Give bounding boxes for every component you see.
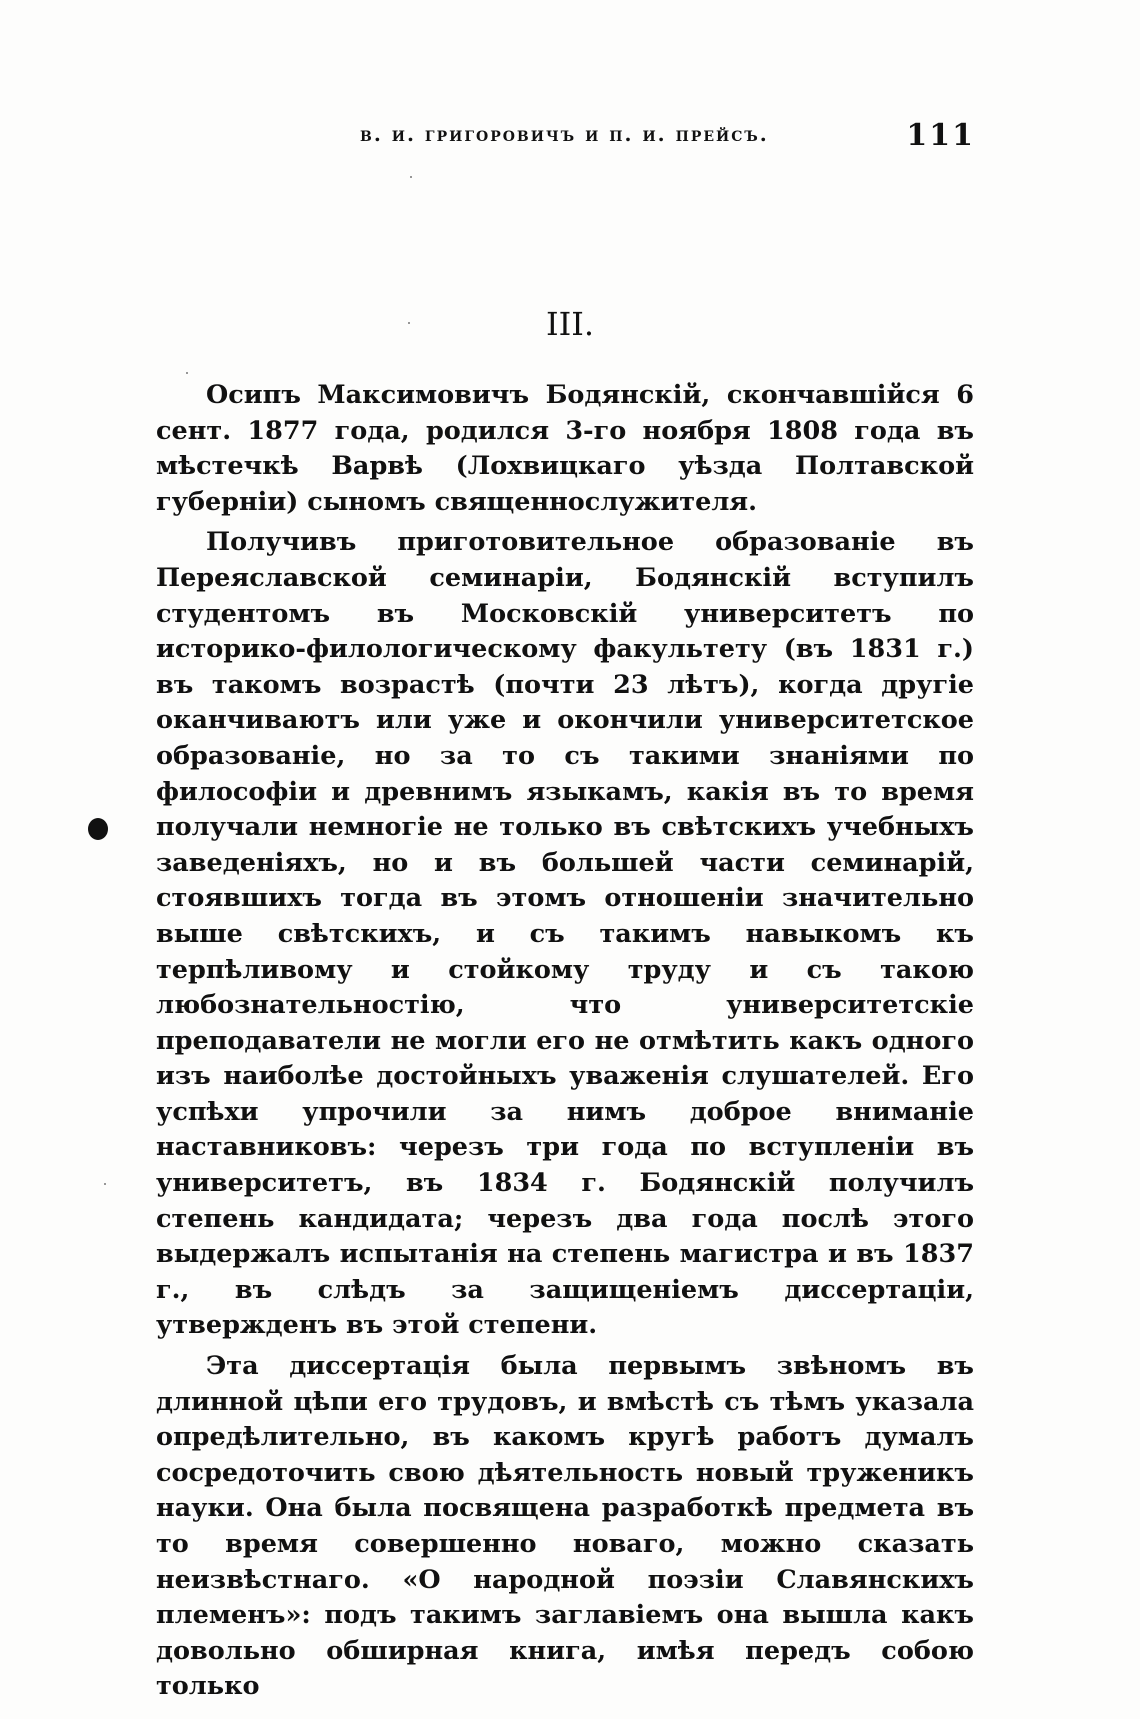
paragraph-3: Эта диссертація была первымъ звѣномъ въ длинной цѣпи его трудовъ, и вмѣстѣ съ тѣмъ указала опредѣлительно, въ какомъ кругѣ работъ думалъ сосредоточить свою дѣятельность новый труженикъ науки. Она была посвящена разработкѣ предмета въ то время совершенно новаго, можно сказать неизвѣстнаго. «О народной поэзіи Славянскихъ племенъ»: подъ такимъ заглавіемъ она вышла какъ довольно обширная книга, имѣя передъ собою только — [156, 1351, 974, 1702]
running-header — [155, 118, 975, 158]
page-number: 111 — [906, 118, 975, 153]
paper-speck — [410, 176, 412, 178]
paragraph-1: Осипъ Максимовичъ Бодянскій, скончавшійся 6 сент. 1877 года, родился 3-го ноября 1808 года въ мѣстечкѣ Варвѣ (Лохвицкаго уѣзда Полтавской губерніи) сыномъ священнослужителя. — [156, 380, 974, 517]
text-body — [156, 378, 974, 1705]
paper-speck — [186, 372, 188, 374]
paragraph-2: Получивъ приготовительное образованіе въ Переяславской семинаріи, Бодянскій вступилъ студентомъ въ Московскій университетъ по историко-филологическому факультету (въ 1831 г.) въ такомъ возрастѣ (почти 23 лѣтъ), когда другіе оканчиваютъ или уже и окончили университетское образованіе, но за то съ такими знаніями по философіи и древнимъ языкамъ, какія въ то время получали немногіе не только въ свѣтскихъ учебныхъ заведеніяхъ, но и въ большей части семинарій, стоявшихъ тогда въ этомъ отношеніи значительно выше свѣтскихъ, и съ такимъ навыкомъ къ терпѣливому и стойкому труду и съ такою любознательностію, что университетскіе преподаватели не могли его не отмѣтить какъ одного изъ наиболѣе достойныхъ уваженія слушателей. Его успѣхи упрочили за нимъ доброе вниманіе наставниковъ: черезъ три года по вступленіи въ университетъ, въ 1834 г. Бодянскій получилъ степень кандидата; черезъ два года послѣ этого выдержалъ испытанія на степень магистра и въ 1837 г., въ слѣдъ за защищеніемъ диссертаціи, утвержденъ въ этой степени. — [156, 527, 974, 1341]
running-title: в. и. григоровичъ и п. и. прейсъ. — [360, 122, 769, 146]
section-number: III. — [545, 305, 595, 343]
paper-speck — [104, 1183, 106, 1185]
margin-ink-dot — [88, 818, 108, 840]
paper-speck — [408, 322, 410, 324]
